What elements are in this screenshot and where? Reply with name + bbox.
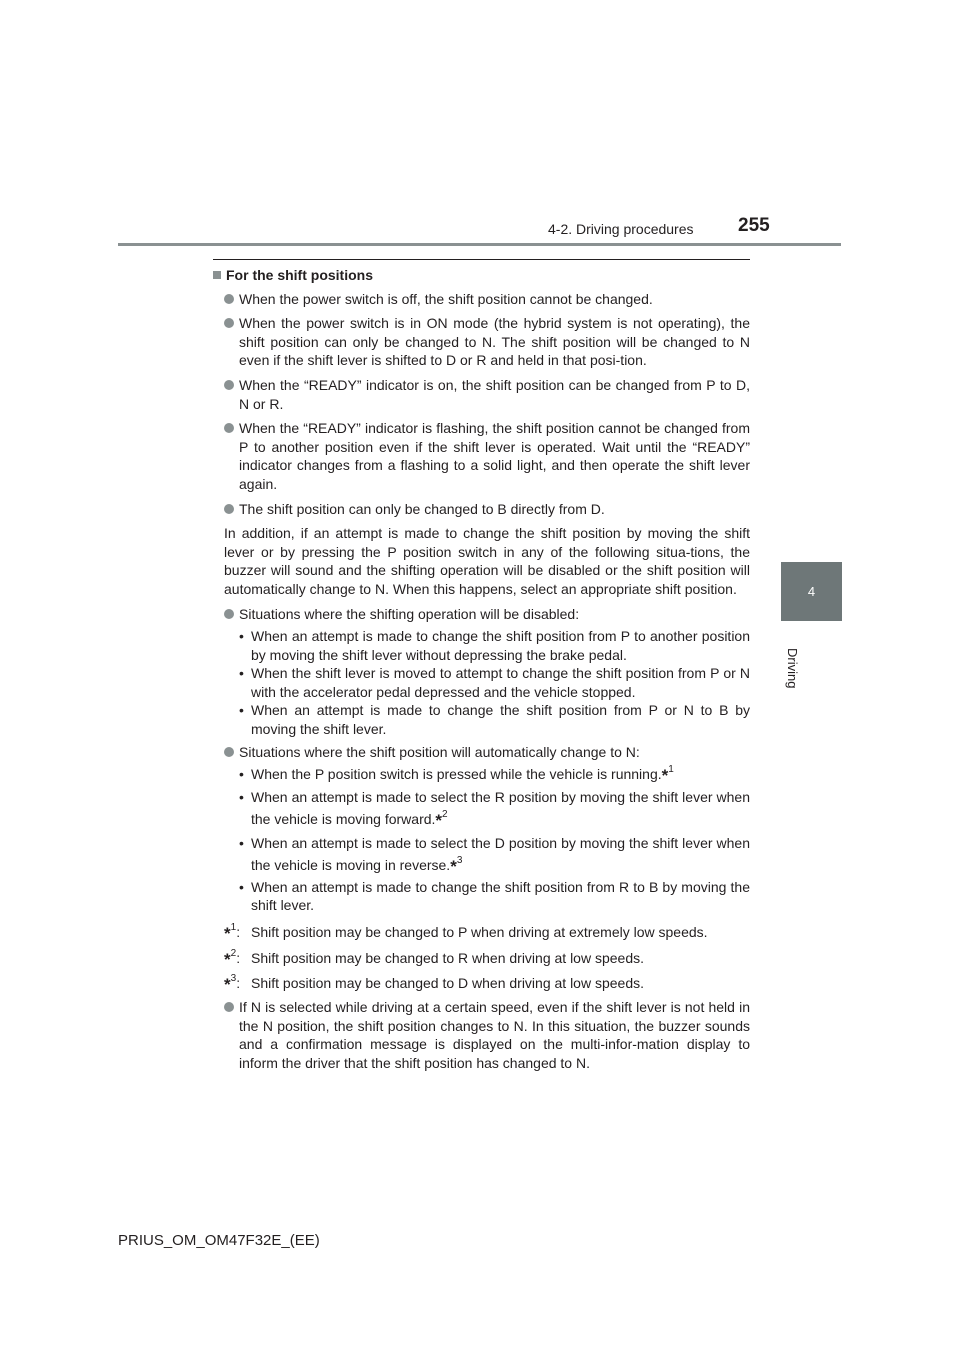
list-item: Situations where the shifting operation will be disabled: [213,605,750,624]
chapter-tab: 4 [781,562,842,621]
section-title: 4-2. Driving procedures [548,221,694,237]
sub-item: • When an attempt is made to select the D position by moving the shift lever when the vehicle is moving in reverse.*$^3$ [239,834,750,876]
sub-item: • When an attempt is made to change the shift position from R to B by moving the shift lever. [239,878,750,914]
square-marker-icon [213,271,221,279]
footnote-ref: 2 [442,808,448,820]
list-item: Situations where the shift position will automatically change to N: [213,743,750,762]
list-item: When the “READY” indicator is on, the shift position can be changed from P to D, N or R. [213,376,750,413]
page-number: 255 [738,215,770,236]
sub-item: • When an attempt is made to change the shift position from P or N to B by moving the shift lever. [239,702,750,738]
bullet-icon [224,423,234,433]
list-item: The shift position can only be changed to B directly from D. [213,500,750,519]
bullet-icon [224,294,234,304]
list-item: When the “READY” indicator is flashing, the shift position cannot be changed from P to another position even if the shift lever is operated. Wait until the “READY” indicator changes from a flashing to a solid light, and then operate the shift lever again. [213,419,750,493]
header-rule [118,243,841,246]
bullet-icon [224,747,234,757]
chapter-label: Driving [785,648,800,689]
list-item: When the power switch is in ON mode (the hybrid system is not operating), the shift position can only be changed to N. The shift position will be changed to N even if the shift lever is shifted to D or R and held in that posi-tion. [213,314,750,370]
footnote: *$^3$: Shift position may be changed to D when driving at low speeds. [224,972,645,994]
footnote-ref: 3 [456,854,463,866]
footnote-ref: 1 [668,764,674,776]
sub-item: • When the P position switch is pressed while the vehicle is running.*$^1$ [239,764,674,786]
list-item: When the power switch is off, the shift position cannot be changed. [213,290,750,309]
subsection-heading: For the shift positions [213,266,750,285]
bullet-icon [224,1002,234,1012]
bullet-icon [224,380,234,390]
footnote: *$^1$: Shift position may be changed to P when driving at extremely low speeds. [224,922,708,944]
bullet-icon [224,609,234,619]
footnote: *$^2$: Shift position may be changed to R when driving at low speeds. [224,948,645,970]
content-body [213,266,750,1079]
bullet-icon [224,318,234,328]
list-item: If N is selected while driving at a certain speed, even if the shift lever is not held in the N position, the shift position changes to N. In this situation, the buzzer sounds and a confirmation message is displayed on the multi-infor-mation display to inform the driver that the shift position has changed to N. [213,998,750,1072]
sub-item: • When an attempt is made to change the shift position from P to another position by moving the shift lever without depressing the brake pedal. [239,628,750,663]
document-code: PRIUS_OM_OM47F32E_(EE) [118,1232,320,1249]
sub-item: • When the shift lever is moved to attempt to change the shift position from P or N with the accelerator pedal depressed and the vehicle stopped. [239,665,750,700]
body-paragraph: In addition, if an attempt is made to change the shift position by moving the shift lever or by pressing the P position switch in any of the following situa-tions, the buzzer will sound and the shifting operation will be disabled or the shift position will automatically change to N. When this happens, select an appropriate shift position. [224,525,750,597]
sub-item: • When an attempt is made to select the R position by moving the shift lever when the vehicle is moving forward.*$^2$ [239,788,750,830]
bullet-icon [224,504,234,514]
content-rule [213,259,750,260]
